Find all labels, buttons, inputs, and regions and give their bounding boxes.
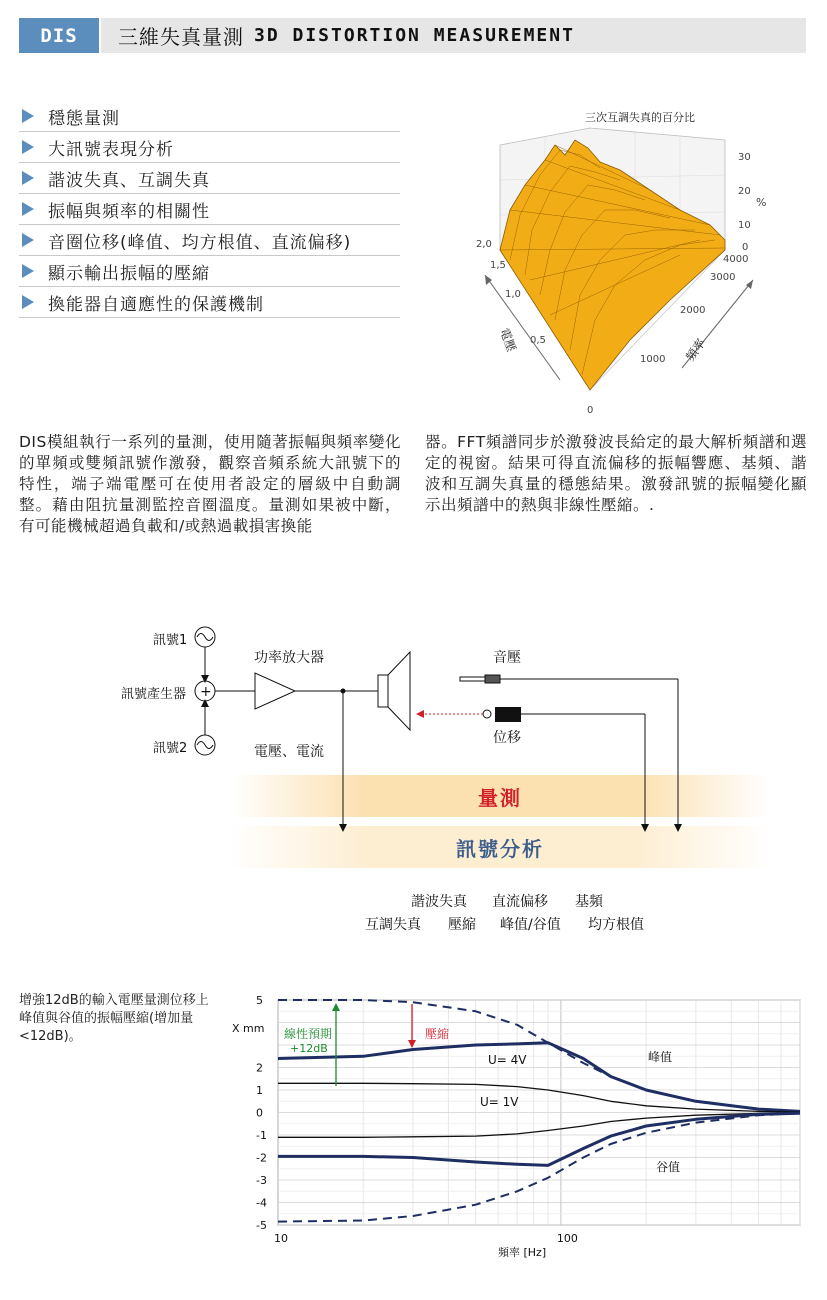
f-tick: 4000 — [723, 254, 749, 265]
feature-item — [19, 101, 400, 132]
result-label: 直流偏移 — [492, 894, 548, 910]
result-label: 互調失真 — [365, 917, 421, 933]
x-tick-label: 10 — [274, 1232, 288, 1245]
annotation-compression: 壓縮 — [425, 1027, 450, 1041]
result-label: 基頻 — [575, 894, 603, 910]
y-tick-label: 5 — [256, 994, 263, 1007]
annotation-boost: +12dB — [290, 1042, 328, 1055]
feature-list — [19, 101, 400, 318]
feature-label: 換能器自適應性的保護機制 — [48, 294, 264, 315]
annotation-linear: 線性預期 — [284, 1027, 333, 1041]
laser-sensor-icon — [495, 707, 521, 722]
f-tick: 1000 — [640, 354, 666, 365]
f-tick: 2000 — [680, 305, 706, 316]
f-axis-label: 頻率 — [682, 336, 709, 364]
y-tick-label: -5 — [256, 1219, 267, 1232]
x-ticks — [274, 1232, 578, 1245]
annotation-peak: 峰值 — [648, 1050, 673, 1064]
z-tick: 30 — [738, 152, 751, 163]
z-tick: 0 — [742, 242, 749, 253]
measurement-label: 量測 — [478, 785, 522, 810]
amplifier-icon — [255, 673, 295, 709]
y-tick-label: 1 — [256, 1084, 263, 1097]
y-tick-label: -3 — [256, 1174, 267, 1187]
speaker-cone-icon — [388, 652, 410, 730]
y-tick-label: -1 — [256, 1129, 267, 1142]
result-label: 峰值/谷值 — [500, 917, 561, 933]
triangle-bullet-icon — [22, 140, 34, 154]
z-unit: % — [756, 196, 767, 209]
grid — [278, 1000, 800, 1225]
feature-item — [19, 225, 400, 256]
triangle-bullet-icon — [22, 171, 34, 185]
v-tick: 0,5 — [530, 335, 546, 346]
chart-description: 增強12dB的輸入電壓量測位移上峰值與谷值的振幅壓縮(增加量<12dB)。 — [19, 993, 209, 1044]
feature-label: 音圈位移(峰值、均方根值、直流偏移) — [48, 232, 352, 253]
f-tick: 3000 — [710, 272, 736, 283]
title-en: 3D DISTORTION MEASUREMENT — [254, 25, 575, 46]
feature-label: 穩態量測 — [48, 108, 120, 129]
triangle-bullet-icon — [22, 264, 34, 278]
triangle-bullet-icon — [22, 295, 34, 309]
annotation-u1: U= 1V — [480, 1095, 519, 1109]
feature-item — [19, 287, 400, 318]
speaker-icon — [378, 675, 388, 707]
feature-label: 顯示輸出振幅的壓縮 — [48, 263, 210, 284]
z-tick: 10 — [738, 220, 751, 231]
feature-label: 振幅與頻率的相關性 — [48, 201, 210, 222]
plot3d-title: 三次互調失真的百分比 — [585, 111, 695, 124]
displacement-label: 位移 — [493, 730, 521, 746]
triangle-bullet-icon — [22, 233, 34, 247]
v-tick: 2,0 — [476, 239, 492, 250]
y-tick-label: 2 — [256, 1061, 263, 1075]
title-zh: 三維失真量測 — [118, 25, 244, 49]
x-tick-label: 100 — [556, 1232, 578, 1245]
plus-icon: + — [200, 684, 212, 700]
voltage-current-label: 電壓、電流 — [254, 744, 324, 760]
y-tick-label: 0 — [256, 1106, 263, 1120]
description-paragraph-right: 器。FFT頻譜同步於激發波長給定的最大解析頻譜和選定的視窗。結果可得直流偏移的振幅響應、基頻、諧波和互調失真量的穩態結果。激發訊號的振幅變化顯示出頻譜中的熱與非線性壓縮。. — [425, 433, 807, 514]
v-tick: 1,5 — [490, 260, 506, 271]
result-label: 諧波失真 — [411, 894, 467, 910]
result-label: 壓縮 — [448, 917, 476, 933]
y-tick-label: -2 — [256, 1151, 267, 1165]
annotation-valley: 谷值 — [656, 1160, 681, 1174]
triangle-bullet-icon — [22, 202, 34, 216]
generator-label: 訊號產生器 — [121, 687, 187, 702]
signal2-label: 訊號2 — [153, 741, 188, 756]
microphone-icon — [460, 677, 485, 681]
distortion-3d-plot — [470, 100, 800, 430]
amplifier-label: 功率放大器 — [254, 650, 324, 666]
sound-pressure-label: 音壓 — [493, 650, 521, 666]
microphone-body-icon — [485, 675, 500, 683]
module-tag: DIS — [19, 18, 99, 53]
annotation-u4: U= 4V — [488, 1053, 527, 1067]
displacement-chart — [220, 990, 820, 1265]
signal-flow-diagram — [0, 600, 827, 945]
feature-item — [19, 256, 400, 287]
feature-item — [19, 194, 400, 225]
description-paragraph-left: DIS模組執行一系列的量測，使用隨著振幅與頻率變化的單頻或雙頻訊號作激發，觀察音頻系統大訊號下的特性，端子端電壓可在使用者設定的層級中自動調整。藉由阻抗量測監控音圈溫度。量測如果被中斷，有可能機械超過負載和/或熱過載損害換能 — [19, 433, 401, 535]
laser-lens-icon — [483, 710, 491, 718]
analysis-label: 訊號分析 — [456, 836, 544, 861]
signal1-label: 訊號1 — [153, 633, 188, 648]
z-tick: 20 — [738, 186, 751, 197]
v-tick: 0 — [587, 405, 594, 416]
feature-item — [19, 132, 400, 163]
v-tick: 1,0 — [505, 289, 521, 300]
feature-item — [19, 163, 400, 194]
section-title — [101, 18, 806, 53]
feature-label: 諧波失真、互調失真 — [48, 170, 210, 191]
y-axis-label: X mm — [232, 1022, 265, 1035]
x-axis-label: 頻率 [Hz] — [498, 1246, 547, 1259]
triangle-bullet-icon — [22, 109, 34, 123]
result-label: 均方根值 — [588, 917, 644, 933]
y-tick-label: -4 — [256, 1196, 267, 1210]
feature-label: 大訊號表現分析 — [48, 139, 174, 160]
v-axis-label: 電壓 — [497, 326, 519, 354]
